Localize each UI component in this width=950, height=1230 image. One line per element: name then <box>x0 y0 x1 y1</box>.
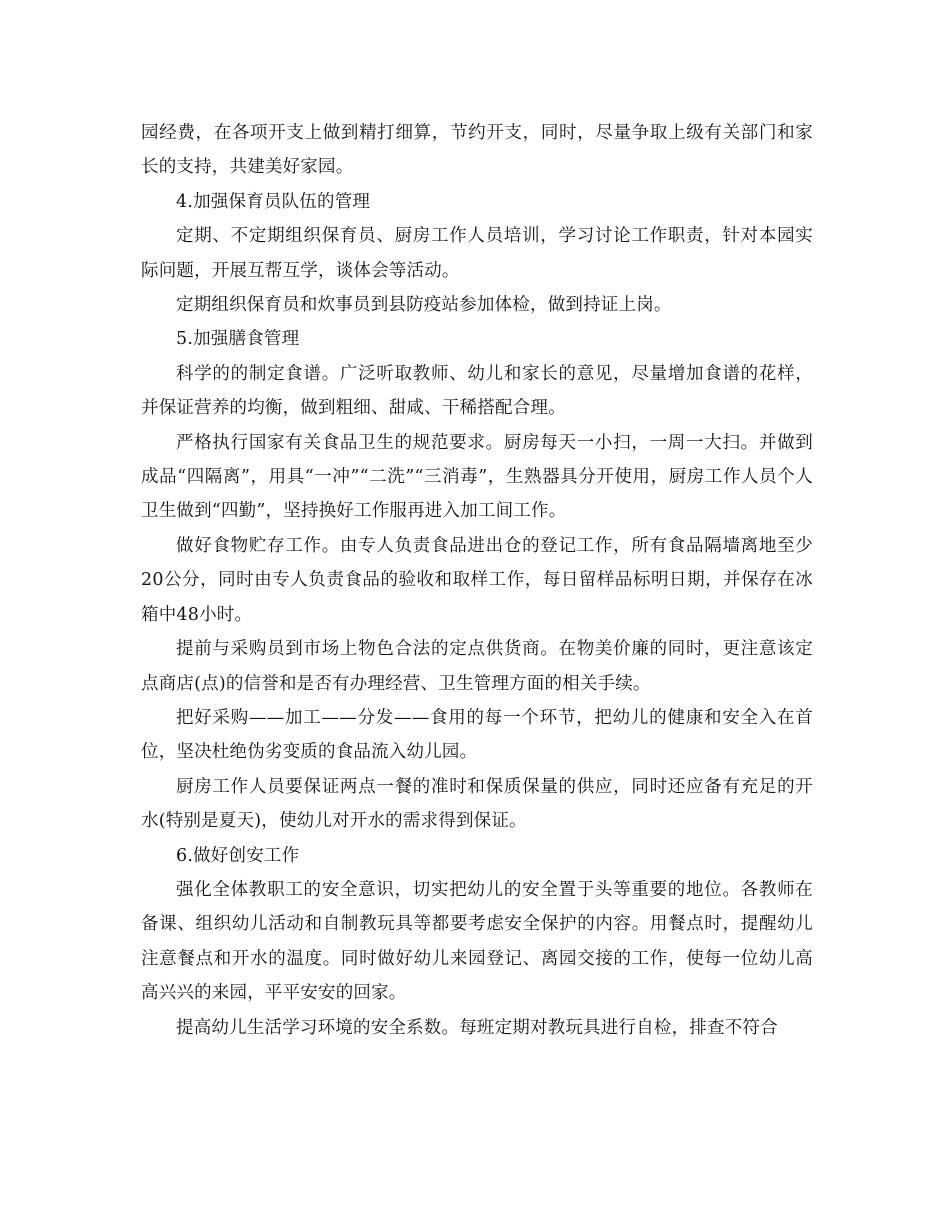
paragraph-procurement: 把好采购——加工——分发——食用的每一个环节，把幼儿的健康和安全入在首位，坚决杜绝伪劣变质的食品流入幼儿园。 <box>141 707 813 763</box>
heading-safety-work: 6.做好创安工作 <box>176 845 300 866</box>
paragraph-health-check: 定期组织保育员和炊事员到县防疫站参加体检，做到持证上岗。 <box>176 295 672 316</box>
paragraph-suppliers: 提前与采购员到市场上物色合法的定点供货商。在物美价廉的同时，更注意该定点商店(点)的信誉和是否有办理经营、卫生管理方面的相关手续。 <box>141 639 813 694</box>
document-body <box>141 116 813 1045</box>
paragraph-recipes: 科学的的制定食谱。广泛听取教师、幼儿和家长的意见，尽量增加食谱的花样，并保证营养的均衡，做到粗细、甜咸、干稀搭配合理。 <box>141 363 813 419</box>
paragraph-funding-cont: 园经费，在各项开支上做到精打细算，节约开支，同时，尽量争取上级有关部门和家长的支持，共建美好家园。 <box>141 123 813 178</box>
paragraph-food-storage: 做好食物贮存工作。由专人负责食品进出仓的登记工作，所有食品隔墙离地至少20公分，同时由专人负责食品的验收和取样工作，每日留样品标明日期，并保存在冰箱中48小时。 <box>141 535 813 625</box>
paragraph-safety-awareness: 强化全体教职工的安全意识，切实把幼儿的安全置于头等重要的地位。各教师在备课、组织幼儿活动和自制教玩具等都要考虑安全保护的内容。用餐点时，提醒幼儿注意餐点和开水的温度。同时做好幼儿来园登记、离园交接的工作，使每一位幼儿高高兴兴的来园，平平安安的回家。 <box>141 879 813 1004</box>
paragraph-kitchen-supply: 厨房工作人员要保证两点一餐的准时和保质保量的供应，同时还应备有充足的开水(特别是夏天)，使幼儿对开水的需求得到保证。 <box>141 776 813 832</box>
heading-nursery-staff: 4.加强保育员队伍的管理 <box>176 191 371 212</box>
paragraph-safety-environment: 提高幼儿生活学习环境的安全系数。每班定期对教玩具进行自检，排查不符合 <box>176 1017 778 1038</box>
heading-meal-management: 5.加强膳食管理 <box>176 329 300 350</box>
paragraph-food-hygiene: 严格执行国家有关食品卫生的规范要求。厨房每天一小扫，一周一大扫。并做到成品“四隔离”，用具“一冲”“二洗”“三消毒”，生熟器具分开使用，厨房工作人员个人卫生做到“四勤”，坚持换好工作服再进入加工间工作。 <box>141 432 813 522</box>
paragraph-training: 定期、不定期组织保育员、厨房工作人员培训，学习讨论工作职责，针对本园实际问题，开展互帮互学，谈体会等活动。 <box>141 226 813 281</box>
